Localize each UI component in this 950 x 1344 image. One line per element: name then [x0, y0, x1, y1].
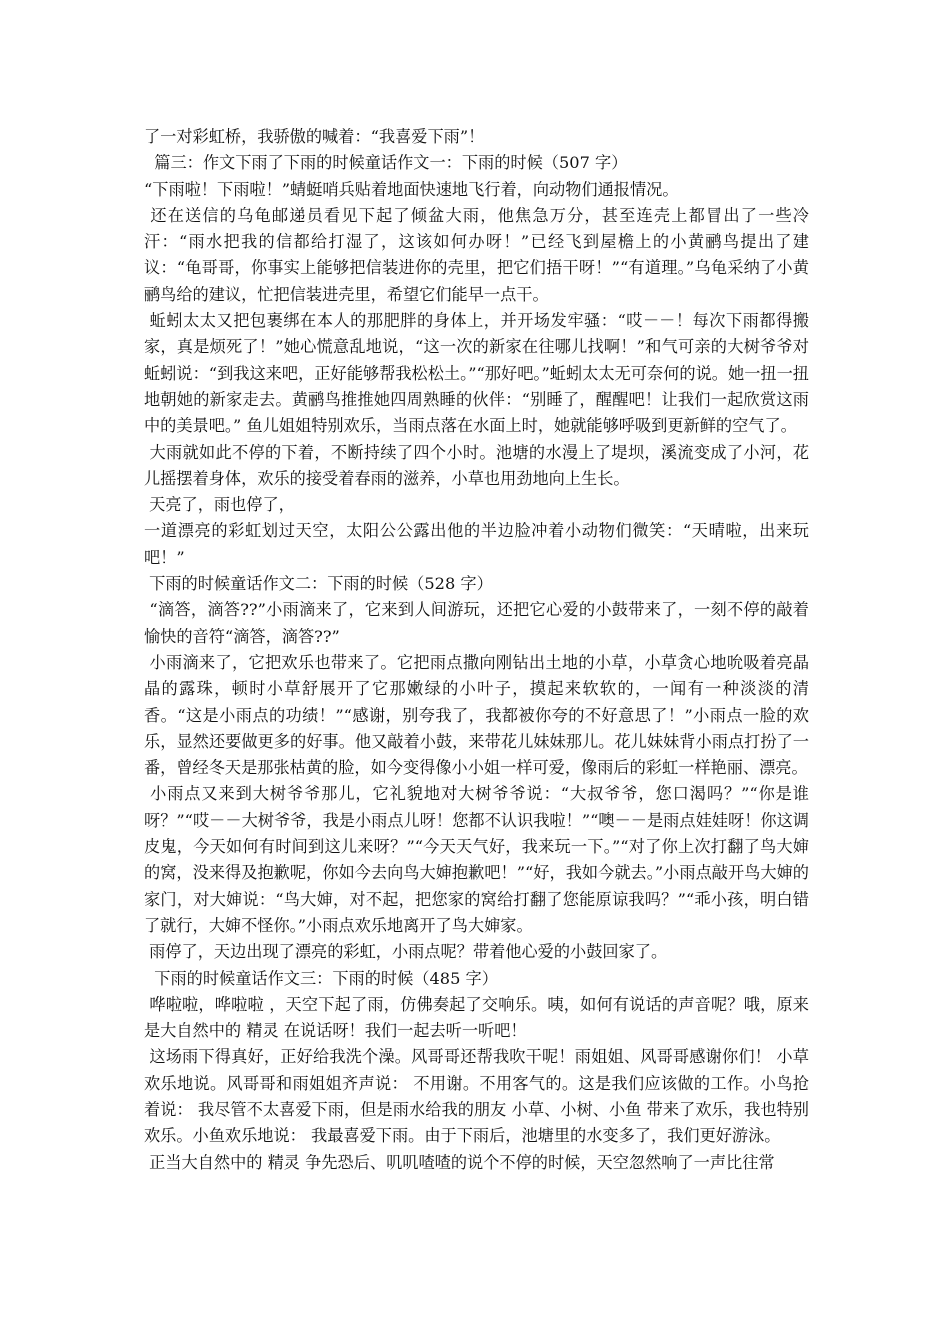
paragraph: 小雨点又来到大树爷爷那儿，它礼貌地对大树爷爷说：“大叔爷爷，您口渴吗？”“你是谁呀？”“哎－－大树爷爷，我是小雨点儿呀！您都不认识我啦！”“噢－－是雨点娃娃呀！你这调皮鬼，今天如何有时间到这儿来呀？”“今天天气好，我来玩一下。”“对了你上次打翻了鸟大婶的窝，没来得及抱歉呢，你如今去向鸟大婶抱歉吧！”“好，我如今就去。”小雨点敲开鸟大婶的家门，对大婶说：“鸟大婶，对不起，把您家的窝给打翻了您能原谅我吗？”“乖小孩，明白错了就行，大婶不怪你。”小雨点欢乐地离开了鸟大婶家。 [144, 784, 809, 935]
paragraph: “下雨啦！下雨啦！”蜻蜓哨兵贴着地面快速地飞行着，向动物们通报情况。 [144, 179, 679, 199]
paragraph: 大雨就如此不停的下着，不断持续了四个小时。池塘的水漫上了堤坝，溪流变成了小河，花儿摇摆着身体，欢乐的接受着春雨的滋养，小草也用劲地向上生长。 [144, 442, 810, 488]
paragraph: 一道漂亮的彩虹划过天空，太阳公公露出他的半边脸冲着小动物们微笑：“天晴啦，出来玩吧！” [144, 521, 809, 567]
paragraph: 雨停了，天边出现了漂亮的彩虹，小雨点呢？带着他心爱的小鼓回家了。 [144, 942, 668, 962]
paragraph: 蚯蚓太太又把包裹绑在本人的那肥胖的身体上，并开场发牢骚：“哎－－！每次下雨都得搬家，真是烦死了！”她心慌意乱地说，“这一次的新家在往哪儿找啊！”和气可亲的大树爷爷对蚯蚓说：“到我这来吧，正好能够帮我松松土。”“那好吧。”蚯蚓太太无可奈何的说。她一扭一扭地朝她的新家走去。黄鹂鸟推推她四周熟睡的伙伴：“别睡了，醒醒吧！让我们一起欣赏这雨中的美景吧。” 鱼儿姐姐特别欢乐，当雨点落在水面上时，她就能够呼吸到更新鲜的空气了。 [144, 311, 809, 436]
paragraph: 小雨滴来了，它把欢乐也带来了。它把雨点撒向刚钻出土地的小草，小草贪心地吮吸着亮晶晶的露珠，顿时小草舒展开了它那嫩绿的小叶子，摸起来软软的，一闻有一种淡淡的清香。“这是小雨点的功绩！”“感谢，别夸我了，我都被你夸的不好意思了！”小雨点一脸的欢乐，显然还要做更多的好事。他又敲着小鼓，来带花儿妹妹那儿。花儿妹妹背小雨点打扮了一番，曾经冬天是那张枯黄的脸，如今变得像小小姐一样可爱，像雨后的彩虹一样艳丽、漂亮。 [144, 652, 810, 778]
document-body [144, 124, 809, 1176]
section-heading: 下雨的时候童话作文二：下雨的时候（528 字） [144, 574, 493, 594]
paragraph: “滴答，滴答??”小雨滴来了，它来到人间游玩，还把它心爱的小鼓带来了，一刻不停的敲着愉快的音符“滴答，滴答??” [144, 600, 809, 646]
paragraph: 正当大自然中的 精灵 争先恐后、叽叽喳喳的说个不停的时候，天空忽然响了一声比往常 [144, 1152, 775, 1172]
paragraph: 这场雨下得真好，正好给我洗个澡。风哥哥还帮我吹干呢！雨姐姐、风哥哥感谢你们！ 小草欢乐地说。风哥哥和雨姐姐齐声说： 不用谢。不用客气的。这是我们应该做的工作。小鸟抢着说： 我尽管不太喜爱下雨，但是雨水给我的朋友 小草、小树、小鱼 带来了欢乐，我也特别欢乐。小鱼欢乐地说： 我最喜爱下雨。由于下雨后，池塘里的水变多了，我们更好游泳。 [144, 1047, 809, 1146]
section-heading: 篇三：作文下雨了下雨的时候童话作文一：下雨的时候（507 字） [144, 153, 628, 173]
paragraph: 了一对彩虹桥，我骄傲的喊着：“我喜爱下雨”！ [144, 127, 485, 146]
section-heading: 下雨的时候童话作文三：下雨的时候（485 字） [144, 968, 498, 988]
paragraph: 还在送信的乌龟邮递员看见下起了倾盆大雨，他焦急万分，甚至连壳上都冒出了一些冷汗：“雨水把我的信都给打湿了，这该如何办呀！”已经飞到屋檐上的小黄鹂鸟提出了建议：“龟哥哥，你事实上能够把信装进你的壳里，把它们捂干呀！”“有道理。”乌龟采纳了小黄鹂鸟给的建议，忙把信装进壳里，希望它们能早一点干。 [144, 205, 809, 304]
paragraph: 哗啦啦，哗啦啦 ，天空下起了雨，仿佛奏起了交响乐。咦，如何有说话的声音呢？哦，原来是大自然中的 精灵 在说话呀！我们一起去听一听吧！ [144, 994, 809, 1041]
paragraph: 天亮了，雨也停了， [144, 495, 295, 515]
